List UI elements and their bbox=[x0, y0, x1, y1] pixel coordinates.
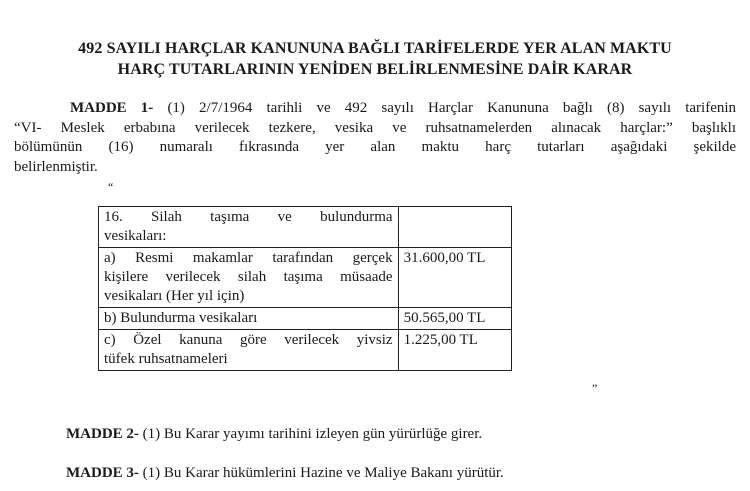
document-title-line-1: 492 SAYILI HARÇLAR KANUNUNA BAĞLI TARİFELERDE YER ALAN MAKTU bbox=[78, 40, 672, 57]
table-cell-amount: 1.225,00 TL bbox=[398, 330, 511, 371]
row-4-desc-line-1: c) Özel kanuna göre verilecek yivsiz bbox=[104, 332, 393, 348]
article-2-text: (1) Bu Karar yayımı tarihini izleyen gün yürürlüğe girer. bbox=[142, 426, 483, 442]
table-row bbox=[99, 248, 512, 308]
row-1-desc-line-2: vesikaları: bbox=[104, 228, 167, 244]
document-title-line-2: HARÇ TUTARLARININ YENİDEN BELİRLENMESİNE DAİR KARAR bbox=[117, 61, 633, 78]
article-1-line-2: “VI- Meslek erbabına verilecek tezkere, vesika ve ruhsatnamelerden alınacak harçlar:” başlıklı bbox=[14, 119, 736, 136]
article-3-paragraph bbox=[66, 464, 504, 483]
table-cell-description bbox=[99, 330, 399, 371]
table-cell-description bbox=[99, 248, 399, 308]
article-3-text: (1) Bu Karar hükümlerini Hazine ve Maliye Bakanı yürütür. bbox=[142, 465, 504, 481]
table-cell-description bbox=[99, 207, 399, 248]
table-cell-amount: 31.600,00 TL bbox=[398, 248, 511, 308]
article-1-text-1: (1) 2/7/1964 tarihli ve 492 sayılı Harçlar Kanununa bağlı (8) sayılı tarifenin bbox=[167, 100, 737, 116]
row-1-desc-line-1: 16. Silah taşıma ve bulundurma bbox=[104, 209, 393, 225]
table-cell-amount: 50.565,00 TL bbox=[398, 308, 511, 330]
opening-quote-mark: “ bbox=[108, 180, 114, 194]
table-row bbox=[99, 207, 512, 248]
article-1-heading: MADDE 1- bbox=[70, 100, 154, 116]
article-1-line-3: bölümünün (16) numaralı fıkrasında yer alan maktu harç tutarları aşağıdaki şekilde bbox=[14, 139, 736, 155]
row-4-desc-line-2: tüfek ruhsatnameleri bbox=[104, 351, 228, 367]
closing-quote-mark: ” bbox=[592, 381, 598, 395]
row-2-desc-line-1: a) Resmi makamlar tarafından gerçek bbox=[104, 250, 393, 266]
article-1-paragraph bbox=[14, 99, 736, 177]
table-cell-amount bbox=[398, 207, 511, 248]
article-1-line-1 bbox=[14, 99, 736, 119]
table-row bbox=[99, 330, 512, 371]
table-cell-description bbox=[99, 308, 399, 330]
fee-table bbox=[98, 206, 512, 371]
article-2-paragraph bbox=[66, 425, 482, 444]
row-3-desc-line-1: b) Bulundurma vesikaları bbox=[104, 310, 258, 326]
row-2-desc-line-2: kişilere verilecek silah taşıma müsaade bbox=[104, 269, 393, 285]
row-2-desc-line-3: vesikaları (Her yıl için) bbox=[104, 288, 245, 304]
article-1-line-4: belirlenmiştir. bbox=[14, 158, 98, 175]
article-3-heading: MADDE 3- bbox=[66, 465, 139, 481]
article-2-heading: MADDE 2- bbox=[66, 426, 139, 442]
table-row bbox=[99, 308, 512, 330]
